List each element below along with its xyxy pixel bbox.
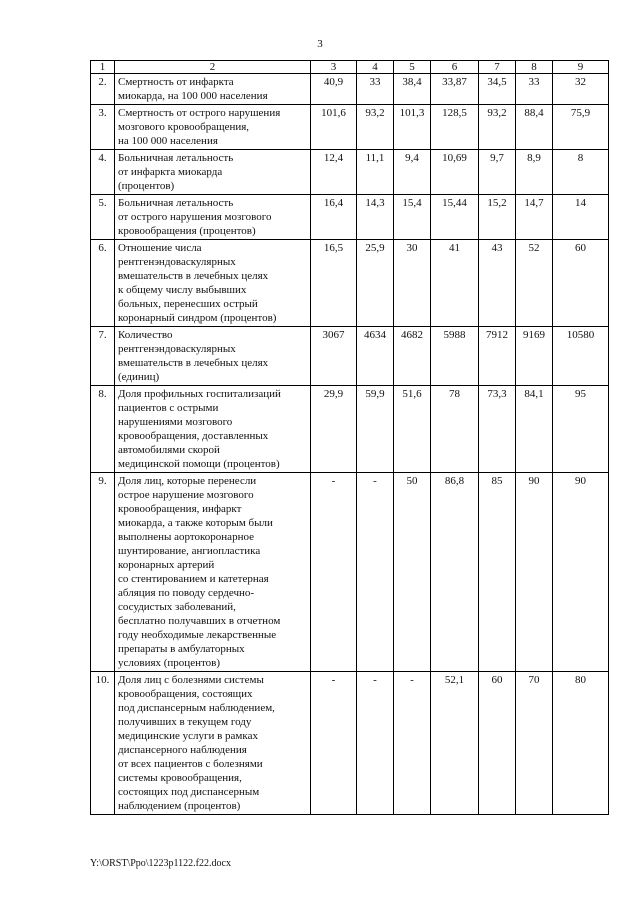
description-line: получивших в текущем году xyxy=(118,716,252,728)
column-header: 6 xyxy=(431,61,479,74)
description-line: системы кровообращения, xyxy=(118,772,242,784)
indicator-description xyxy=(115,672,311,815)
description-line: кровообращения, состоящих xyxy=(118,688,253,700)
indicator-value: 25,9 xyxy=(357,240,394,327)
column-header: 2 xyxy=(115,61,311,74)
indicator-value: 52,1 xyxy=(431,672,479,815)
indicator-value: 93,2 xyxy=(479,105,516,150)
column-header: 3 xyxy=(311,61,357,74)
indicator-value: - xyxy=(311,672,357,815)
description-line: условиях (процентов) xyxy=(118,657,220,669)
row-number: 7. xyxy=(91,327,115,386)
indicator-value: 9,4 xyxy=(394,150,431,195)
indicator-value: 10,69 xyxy=(431,150,479,195)
description-line: от инфаркта миокарда xyxy=(118,166,223,178)
description-line: коронарных артерий xyxy=(118,559,215,571)
indicator-value: 59,9 xyxy=(357,386,394,473)
row-number: 5. xyxy=(91,195,115,240)
indicator-value: 70 xyxy=(516,672,553,815)
description-line: Доля лиц с болезнями системы xyxy=(118,674,264,686)
indicator-value: 128,5 xyxy=(431,105,479,150)
description-line: медицинской помощи (процентов) xyxy=(118,458,280,470)
description-line: вмешательств в лечебных целях xyxy=(118,270,269,282)
indicator-value: 95 xyxy=(553,386,609,473)
indicator-value: 60 xyxy=(553,240,609,327)
description-line: со стентированием и катетерная xyxy=(118,573,269,585)
description-line: кровообращения, доставленных xyxy=(118,430,269,442)
file-path: Y:\ORST\Ppo\1223p1122.f22.docx xyxy=(90,858,231,869)
indicator-value: 60 xyxy=(479,672,516,815)
page-number: 3 xyxy=(317,38,323,50)
indicator-value: 43 xyxy=(479,240,516,327)
indicator-value: 90 xyxy=(553,473,609,672)
indicator-value: 84,1 xyxy=(516,386,553,473)
indicator-value: 38,4 xyxy=(394,74,431,105)
indicator-description xyxy=(115,327,311,386)
description-line: к общему числу выбывших xyxy=(118,284,247,296)
indicator-value: 8 xyxy=(553,150,609,195)
description-line: Смертность от инфаркта xyxy=(118,76,234,88)
description-line: нарушениями мозгового xyxy=(118,416,233,428)
description-line: кровообращения, инфаркт xyxy=(118,503,242,515)
indicator-value: 40,9 xyxy=(311,74,357,105)
indicator-value: 14 xyxy=(553,195,609,240)
description-line: Количество xyxy=(118,329,173,341)
indicator-value: 16,4 xyxy=(311,195,357,240)
indicator-value: 85 xyxy=(479,473,516,672)
table-row xyxy=(91,150,609,195)
table-row xyxy=(91,74,609,105)
indicator-value: 4634 xyxy=(357,327,394,386)
description-line: вмешательств в лечебных целях xyxy=(118,357,269,369)
indicator-description xyxy=(115,195,311,240)
column-number-row xyxy=(91,61,609,74)
description-line: больных, перенесших острый xyxy=(118,298,258,310)
description-line: Доля лиц, которые перенесли xyxy=(118,475,257,487)
indicator-value: 78 xyxy=(431,386,479,473)
row-number: 6. xyxy=(91,240,115,327)
indicator-value: 88,4 xyxy=(516,105,553,150)
indicator-value: 29,9 xyxy=(311,386,357,473)
description-line: абляция по поводу сердечно- xyxy=(118,587,255,599)
description-line: от острого нарушения мозгового xyxy=(118,211,272,223)
indicator-value: 11,1 xyxy=(357,150,394,195)
indicator-description xyxy=(115,386,311,473)
indicator-value: 14,7 xyxy=(516,195,553,240)
column-header: 8 xyxy=(516,61,553,74)
indicator-value: 33 xyxy=(357,74,394,105)
description-line: (единиц) xyxy=(118,371,160,383)
table-row xyxy=(91,473,609,672)
description-line: Смертность от острого нарушения xyxy=(118,107,281,119)
indicator-value: 9,7 xyxy=(479,150,516,195)
description-line: Доля профильных госпитализаций xyxy=(118,388,281,400)
table-row xyxy=(91,195,609,240)
indicator-value: 52 xyxy=(516,240,553,327)
description-line: острое нарушение мозгового xyxy=(118,489,254,501)
description-line: под диспансерным наблюдением, xyxy=(118,702,275,714)
indicator-value: 15,2 xyxy=(479,195,516,240)
indicator-value: 33 xyxy=(516,74,553,105)
indicator-value: 15,44 xyxy=(431,195,479,240)
table-row xyxy=(91,327,609,386)
description-line: медицинские услуги в рамках xyxy=(118,730,258,742)
description-line: Больничная летальность xyxy=(118,152,234,164)
table-row xyxy=(91,105,609,150)
indicator-value: 50 xyxy=(394,473,431,672)
description-line: шунтирование, ангиопластика xyxy=(118,545,261,557)
description-line: миокарда, на 100 000 населения xyxy=(118,90,268,102)
indicator-value: 30 xyxy=(394,240,431,327)
table-row xyxy=(91,240,609,327)
indicator-value: 75,9 xyxy=(553,105,609,150)
row-number: 9. xyxy=(91,473,115,672)
indicator-value: 12,4 xyxy=(311,150,357,195)
indicator-value: 101,6 xyxy=(311,105,357,150)
description-line: рентгенэндоваскулярных xyxy=(118,256,236,268)
indicator-value: 34,5 xyxy=(479,74,516,105)
description-line: Отношение числа xyxy=(118,242,202,254)
description-line: коронарный синдром (процентов) xyxy=(118,312,277,324)
indicator-value: 3067 xyxy=(311,327,357,386)
indicator-description xyxy=(115,74,311,105)
description-line: рентгенэндоваскулярных xyxy=(118,343,236,355)
description-line: диспансерного наблюдения xyxy=(118,744,247,756)
description-line: выполнены аортокоронарное xyxy=(118,531,254,543)
description-line: сосудистых заболеваний, xyxy=(118,601,236,613)
indicator-value: 86,8 xyxy=(431,473,479,672)
indicator-description xyxy=(115,473,311,672)
column-header: 9 xyxy=(553,61,609,74)
indicator-value: - xyxy=(394,672,431,815)
indicator-description xyxy=(115,150,311,195)
indicator-value: - xyxy=(357,473,394,672)
table-row xyxy=(91,672,609,815)
indicator-description xyxy=(115,240,311,327)
indicator-value: 15,4 xyxy=(394,195,431,240)
description-line: Больничная летальность xyxy=(118,197,234,209)
indicator-value: 32 xyxy=(553,74,609,105)
indicator-value: 33,87 xyxy=(431,74,479,105)
description-line: от всех пациентов с болезнями xyxy=(118,758,263,770)
description-line: пациентов с острыми xyxy=(118,402,219,414)
indicator-value: 51,6 xyxy=(394,386,431,473)
description-line: препараты в амбулаторных xyxy=(118,643,245,655)
column-header: 5 xyxy=(394,61,431,74)
row-number: 10. xyxy=(91,672,115,815)
row-number: 2. xyxy=(91,74,115,105)
description-line: состоящих под диспансерным xyxy=(118,786,260,798)
indicator-value: - xyxy=(357,672,394,815)
indicator-value: 8,9 xyxy=(516,150,553,195)
table-row xyxy=(91,386,609,473)
indicator-value: 14,3 xyxy=(357,195,394,240)
indicator-value: 41 xyxy=(431,240,479,327)
description-line: (процентов) xyxy=(118,180,175,192)
column-header: 7 xyxy=(479,61,516,74)
description-line: автомобилями скорой xyxy=(118,444,220,456)
indicators-table xyxy=(90,60,609,815)
indicator-value: 73,3 xyxy=(479,386,516,473)
indicator-value: 7912 xyxy=(479,327,516,386)
indicator-value: 4682 xyxy=(394,327,431,386)
column-header: 1 xyxy=(91,61,115,74)
description-line: миокарда, а также которым были xyxy=(118,517,273,529)
description-line: мозгового кровообращения, xyxy=(118,121,250,133)
indicator-value: 80 xyxy=(553,672,609,815)
indicator-value: 10580 xyxy=(553,327,609,386)
description-line: наблюдением (процентов) xyxy=(118,800,241,812)
column-header: 4 xyxy=(357,61,394,74)
indicator-value: 9169 xyxy=(516,327,553,386)
description-line: кровообращения (процентов) xyxy=(118,225,256,237)
description-line: бесплатно получавших в отчетном xyxy=(118,615,281,627)
row-number: 3. xyxy=(91,105,115,150)
description-line: на 100 000 населения xyxy=(118,135,218,147)
row-number: 4. xyxy=(91,150,115,195)
description-line: году необходимые лекарственные xyxy=(118,629,277,641)
indicator-value: - xyxy=(311,473,357,672)
indicator-value: 101,3 xyxy=(394,105,431,150)
row-number: 8. xyxy=(91,386,115,473)
indicator-value: 90 xyxy=(516,473,553,672)
indicator-value: 93,2 xyxy=(357,105,394,150)
indicator-value: 5988 xyxy=(431,327,479,386)
indicator-value: 16,5 xyxy=(311,240,357,327)
indicator-description xyxy=(115,105,311,150)
